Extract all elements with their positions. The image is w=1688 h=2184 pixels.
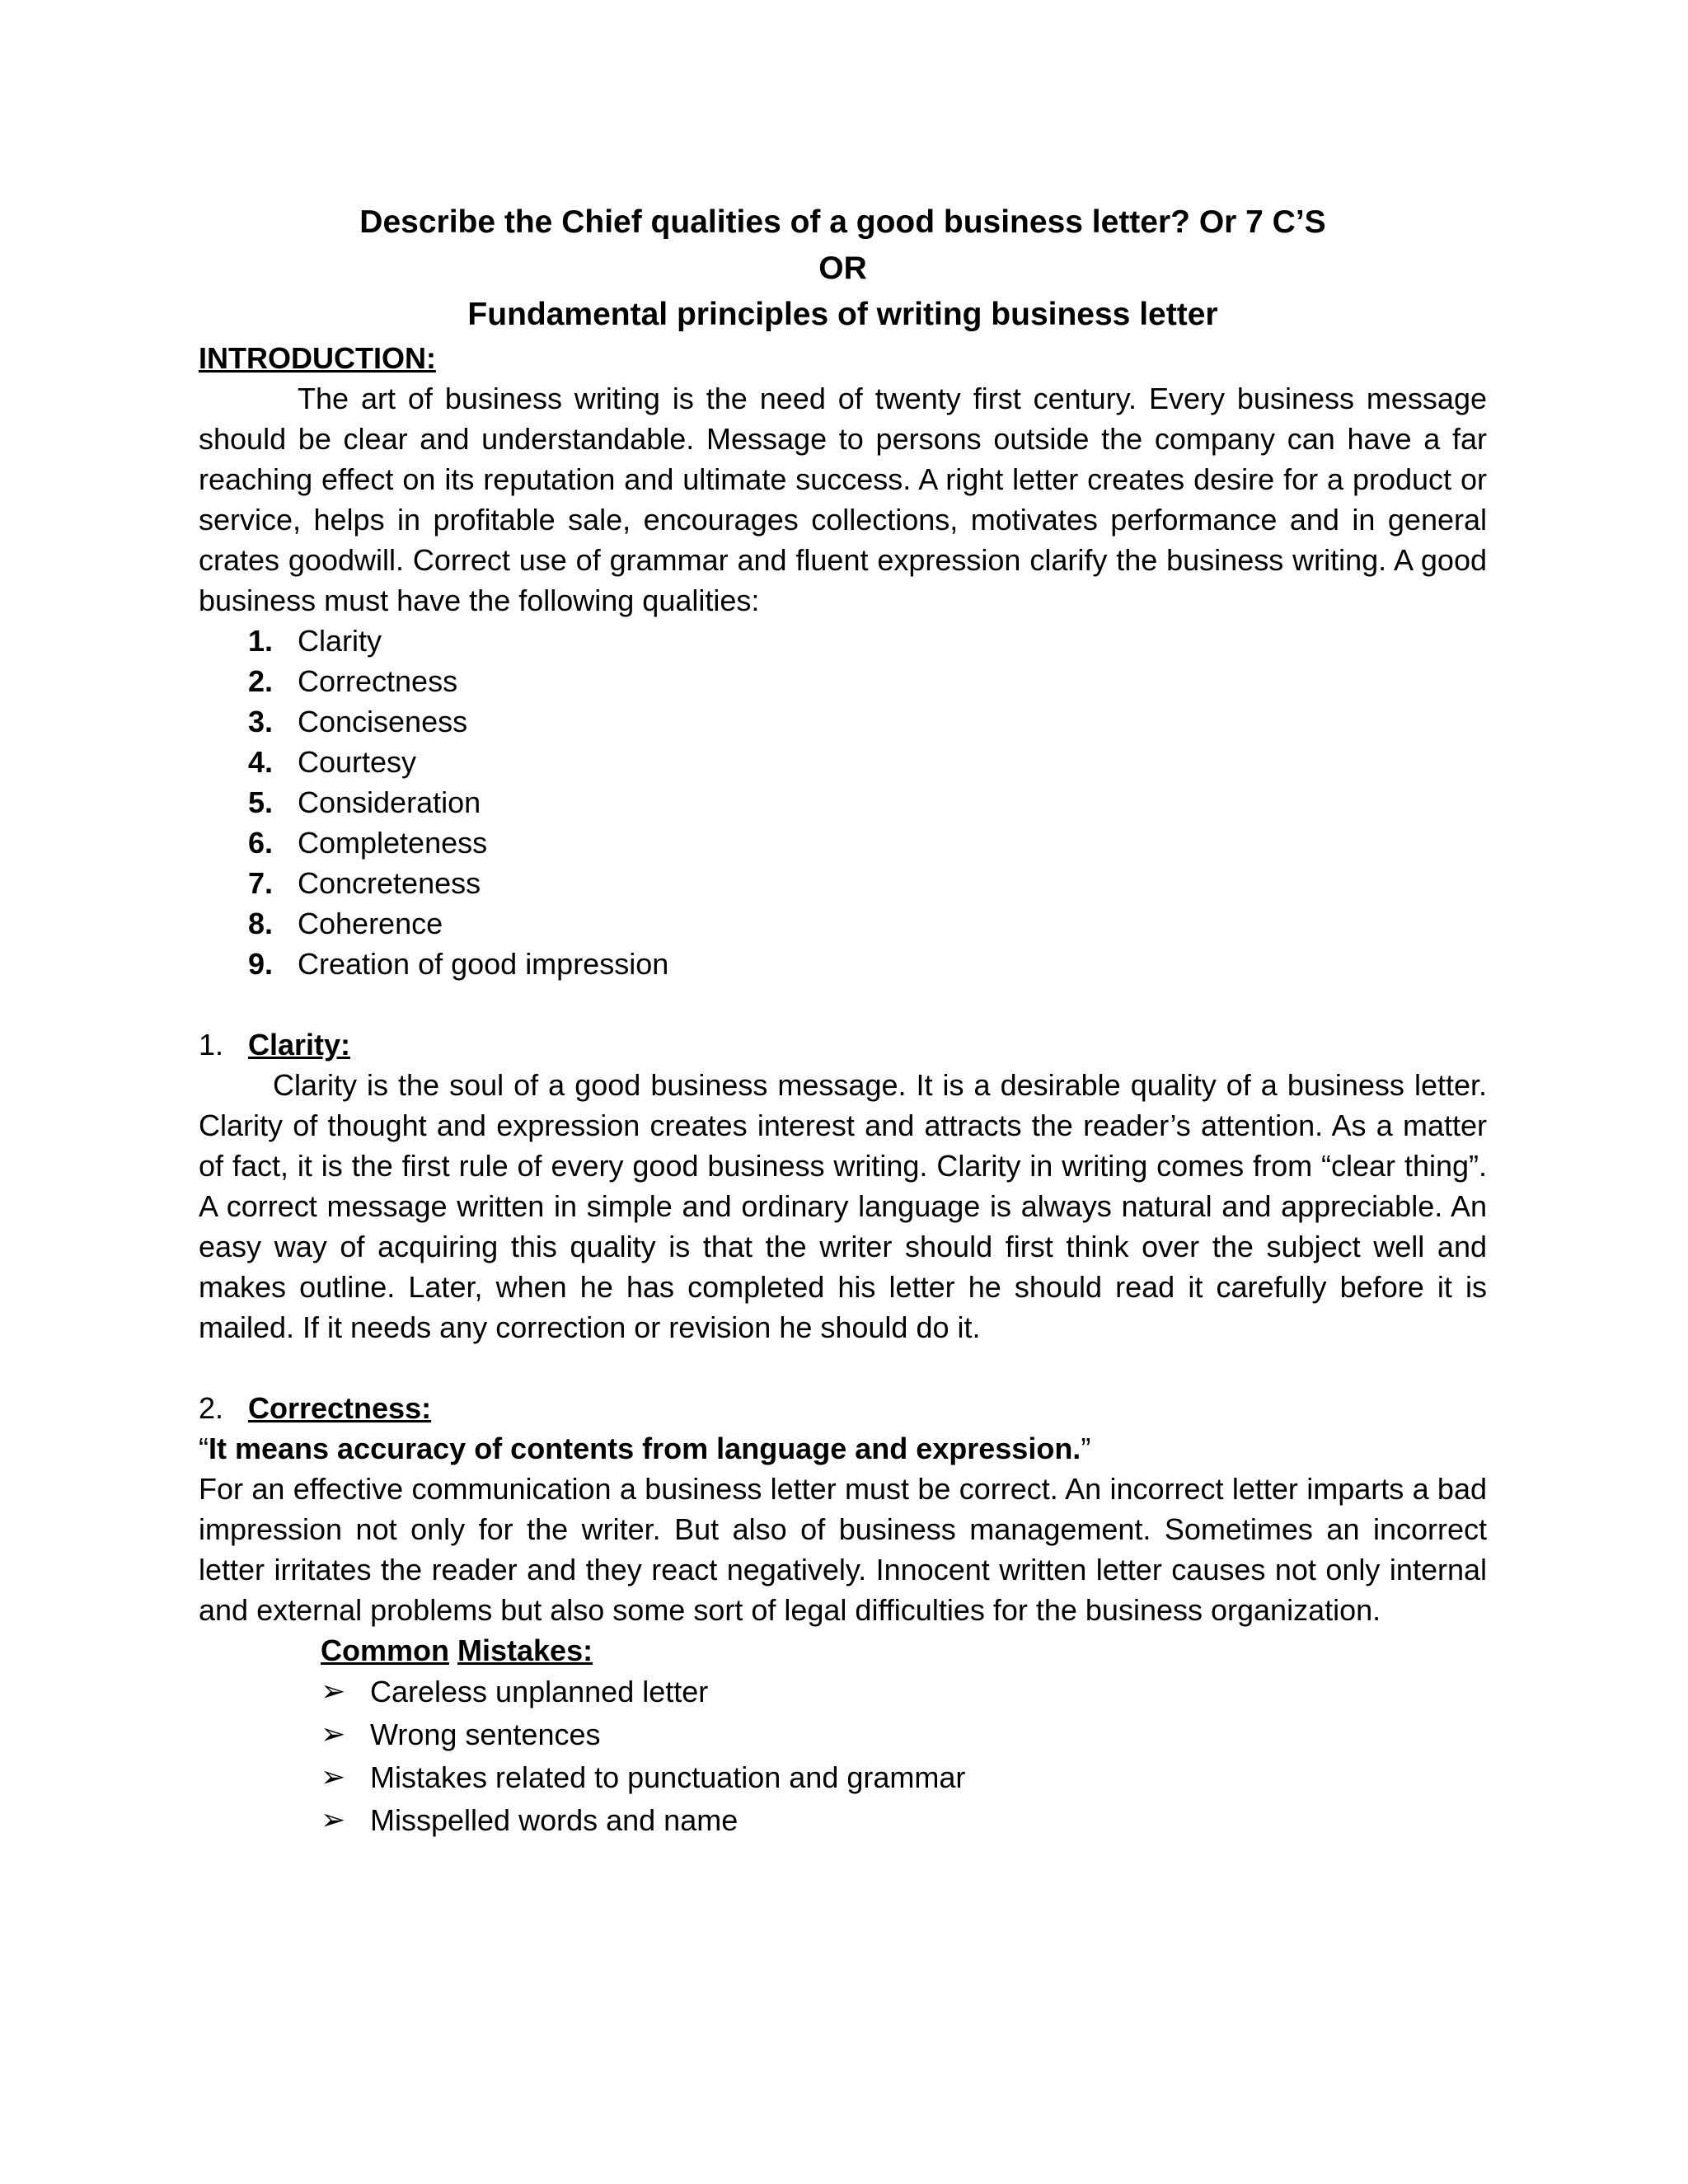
list-item: 8. Coherence [248, 907, 443, 940]
common-mistakes-list [321, 1671, 1487, 1842]
introduction-heading: INTRODUCTION: [199, 341, 436, 375]
arrow-bullet-icon: ➢ [321, 1803, 346, 1837]
qualities-list [199, 621, 1487, 984]
clarity-number: 1. [199, 1028, 224, 1062]
spacer [199, 984, 1487, 1024]
title-line-2: OR [818, 251, 867, 286]
list-item: 4. Courtesy [248, 745, 417, 779]
list-item: 7. Concreteness [248, 866, 481, 900]
list-item: 6. Completeness [248, 826, 488, 860]
clarity-paragraph: Clarity is the soul of a good business message. It is a desirable quality of a business letter. Clarity of thought and expression creates interest and attracts the reader’s attention. As a matter of fact, it is the first rule of every good business writing. Clarity in writing comes from “clear thing”. A correct message written in simple and ordinary language is always natural and appreciable. An easy way of acquiring this quality is that the writer should first think over the subject well and makes outline. Later, when he has completed his letter he should read it carefully before it is mailed. If it needs any correction or revision he should do it. [199, 1068, 1487, 1344]
common-mistakes-block [199, 1630, 1487, 1842]
list-item: 1. Clarity [248, 624, 382, 658]
arrow-bullet-icon: ➢ [321, 1718, 346, 1751]
list-item: ➢ Mistakes related to punctuation and grammar [321, 1756, 1487, 1799]
document-title [199, 199, 1487, 338]
title-line-3: Fundamental principles of writing business letter [467, 297, 1218, 332]
clarity-heading: Clarity: [248, 1028, 351, 1062]
correctness-number: 2. [199, 1391, 224, 1425]
list-item: ➢ Misspelled words and name [321, 1799, 1487, 1842]
clarity-section-heading [199, 1024, 1487, 1065]
correctness-heading: Correctness: [248, 1391, 432, 1425]
correctness-paragraph: For an effective communication a business letter must be correct. An incorrect letter imparts a bad impression not only for the writer. But also of business management. Sometimes an incorrect letter irritates the reader and they react negatively. Innocent written letter causes not only internal and external problems but also some sort of legal difficulties for the business organization. [199, 1472, 1487, 1627]
document-body [199, 199, 1487, 1842]
correctness-section-heading [199, 1388, 1487, 1428]
spacer [199, 1347, 1487, 1388]
arrow-bullet-icon: ➢ [321, 1760, 346, 1794]
list-item: 3. Conciseness [248, 705, 468, 738]
arrow-bullet-icon: ➢ [321, 1675, 346, 1708]
correctness-definition-quote: “It means accuracy of contents from language and expression.” [199, 1432, 1091, 1465]
introduction-paragraph: The art of business writing is the need of twenty first century. Every business message should be clear and understandable. Message to persons outside the company can have a far reaching effect on its reputation and ultimate success. A right letter creates desire for a product or service, helps in profitable sale, encourages collections, motivates performance and in general crates goodwill. Correct use of grammar and fluent expression clarify the business writing. A good business must have the following qualities: [199, 382, 1487, 617]
list-item: 9. Creation of good impression [248, 947, 669, 981]
common-mistakes-heading: Common Mistakes: [321, 1633, 593, 1667]
list-item: 2. Correctness [248, 664, 458, 698]
list-item: ➢ Wrong sentences [321, 1713, 1487, 1756]
list-item: 5. Consideration [248, 785, 481, 819]
list-item: ➢ Careless unplanned letter [321, 1671, 1487, 1713]
title-line-1: Describe the Chief qualities of a good business letter? Or 7 C’S [359, 204, 1326, 240]
